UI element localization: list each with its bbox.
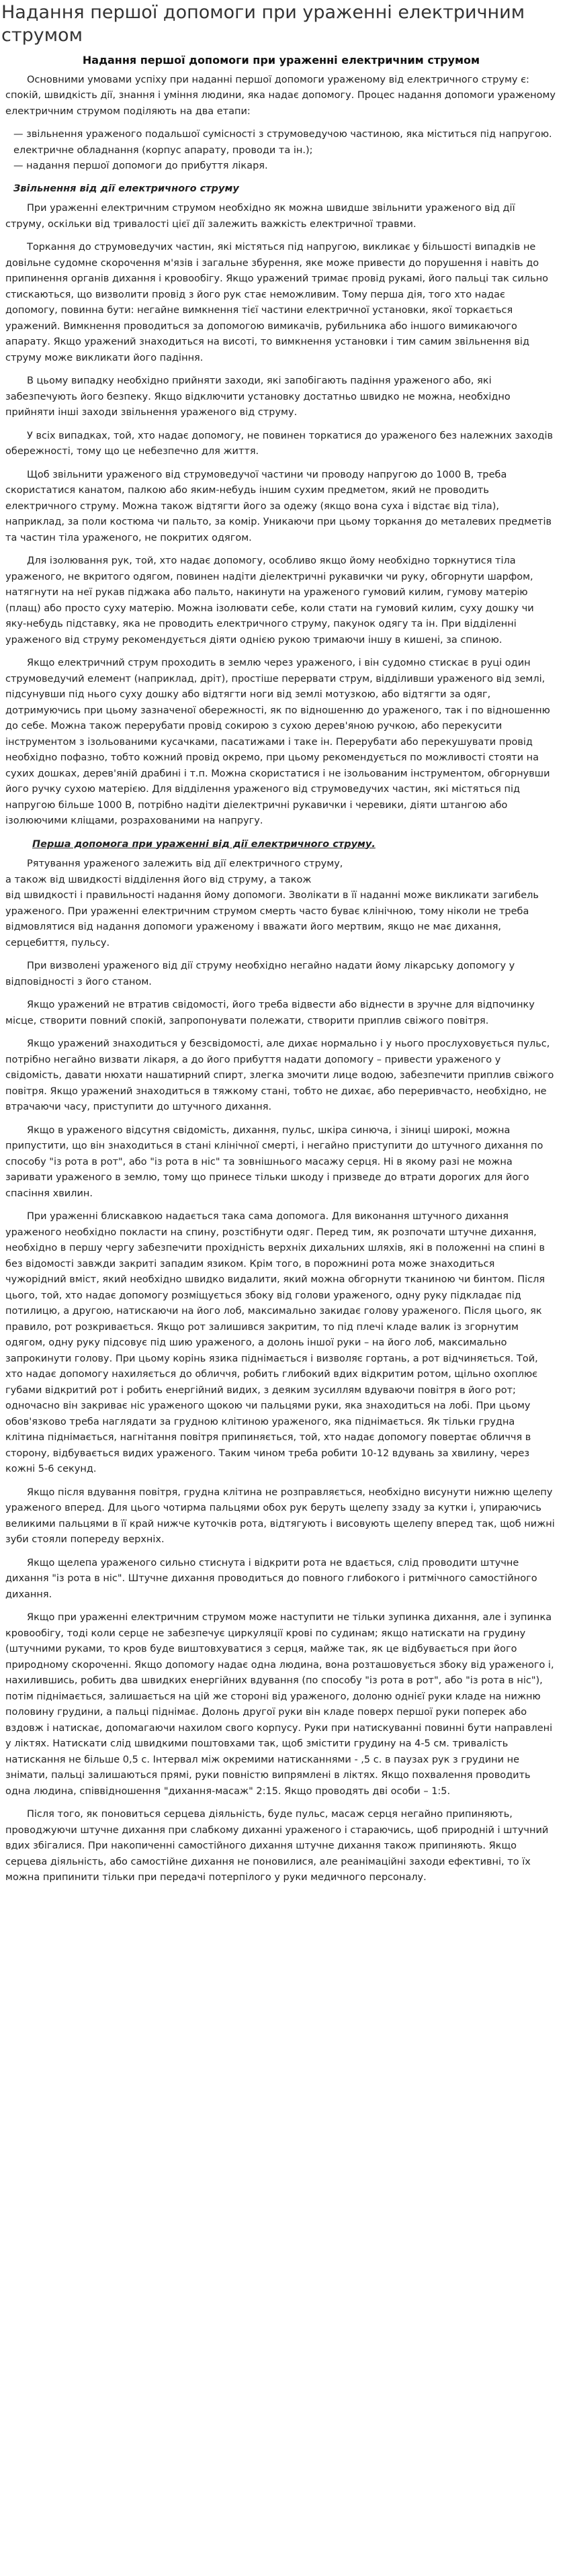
stage-item: — надання першої допомоги до прибуття лікаря.: [13, 161, 268, 171]
paragraph: Якщо після вдування повітря, грудна клітина не розправляється, необхідно висунути нижню щелепу ураженого вперед. Для цього чотирма пальцями обох рук беруть щелепу ззаду за кутки і, упираючись великими пальцями в її край нижче куточків рота, відтягують і висовують щелепу вперед так, щоб нижні зуби стояли попереду верхніх.: [5, 1486, 555, 1545]
article-body: [0, 52, 569, 1886]
paragraph: Щоб звільнити ураженого від струмоведучої частини чи проводу напругою до 1000 В, треба скористатися канатом, палкою або яким-небудь іншим сухим предметом, який не проводить електричного струму. Можна також відтягти його за одежу (якщо вона суха і відстає від тіла), наприклад, за поли костюма чи пальто, за комір. Уникаючи при цьому торкання до металевих предметів та частин тіла ураженого, не покритих одягом.: [5, 469, 552, 543]
paragraph: Якщо щелепа ураженого сильно стиснута і відкрити рота не вдається, слід проводити штучне дихання "із рота в ніс". Штучне дихання проводиться до повного глибокого і ритмічного самостійного дихання.: [5, 1557, 537, 1600]
section-heading-release: Звільнення від дії електричного струму: [13, 183, 239, 194]
intro-paragraph: Основними умовами успіху при наданні першої допомоги ураженому від електричного струму є: спокій, швидкість дії, знання і уміння людини, яка надає допомогу. Процес надання допомоги ураженому електричним струмом поділяють на два етапи:: [5, 74, 556, 117]
paragraph-line: від швидкості і правильності надання йому допомоги. Зволікати в її наданні може викликати загибель ураженого. При ураженні електричним струмом смерть часто буває клінічною, тому ніколи не треба відмовлятися від надання допомоги ураженому і вважати його мертвим, якщо не має дихання, серцебиття, пульсу.: [5, 890, 539, 948]
stage-item: — звільнення ураженого подальшої сумісності з струмоведучою частиною, яка міститься під напругою. електричне обладнання (корпус апарату, проводи та ін.);: [13, 129, 552, 156]
paragraph: При ураженні блискавкою надається така сама допомога. Для виконання штучного дихання ураженого необхідно покласти на спину, розстібнути одяг. Перед тим, як розпочати штучне дихання, необхідно в першу чергу забезпечити прохідність верхніх дихальних шляхів, які в положенні на спині в без відомості завжди закриті западим язиком. Крім того, в порожнині рота може знаходиться чужорідний вміст, який необхідно швидко видалити, який можна обгорнути тканиною чи бинтом. Після цього, той, хто надає допомогу розміщується збоку від голови ураженого, одну руку підкладає під потилицю, а другою, натискаючи на його лоб, максимально закидає голову ураженого. Після цього, як правило, рот розкривається. Якщо рот залишився закритим, то під плечі кладе валик із згорнутим одягом, одну руку підсовує під шию ураженого, а долонь іншої руки – на його лоб, максимально запрокинути голову. При цьому корінь язика піднімається і визволяє гортань, а рот відчиняється. Той, хто надає допомогу нахиляється до обличчя, робить глибокий вдих відкритим ротом, щільно охоплює губами відкритий рот і робить енергійний видих, з деяким зусиллям вдуваючи повітря в його рот; одночасно він закриває ніс ураженого щокою чи пальцями руки, яка знаходиться на лобі. При цьому обов'язково треба наглядати за грудною клітиною ураженого, яка піднімається. Як тільки грудна клітина піднімається, нагнітання повітря припиняється, той, хто надає допомогу повертає обличчя в сторону, відбувається видих ураженого. Таким чином треба робити 10-12 вдувань за хвилину, через кожні 5-6 секунд.: [5, 1211, 545, 1474]
paragraph: Якщо уражений знаходиться у безсвідомості, але дихає нормально і у нього прослуховується пульс, потрібно негайно визвати лікаря, а до його прибуття надати допомогу – привести ураженого у свідомість, давати нюхати нашатирний спирт, злегка змочити лице водою, забезпечити приплив свіжого повітря. Якщо уражений знаходиться в тяжкому стані, тобто не дихає, або переривчасто, необхідно, не втрачаючи часу, приступити до штучного дихання.: [5, 1038, 554, 1112]
paragraph: Якщо електричний струм проходить в землю через ураженого, і він судомно стискає в руці один струмоведучий елемент (наприклад, дріт), простіше перервати струм, відділивши ураженого від землі, підсунувши під нього суху дошку або відтягти ноги від землі мотузкою, або відтягти за одяг, дотримуючись при цьому зазначеної обережності, як по відношенню до ураженого, так і по відношенню до себе. Можна також перерубати провід сокирою з сухою дерев'яною ручкою, або перекусити інструментом з ізольованими кусачками, пасатижами і таке ін. Перерубати або перекушувати провід необхідно пофазно, тобто кожний провід окремо, при цьому рекомендується по можливості стояти на сухих дошках, дерев'яній драбині і т.п. Можна скористатися і не ізольованим інструментом, обгорнувши його ручку сухою матерією. Для відділення ураженого від струмоведучих частин, які містяться під напругою більше 1000 В, потрібно надіти діелектричні рукавички і черевики, діяти штангою або ізолюючими кліщами, розрахованими на напругу.: [5, 658, 550, 826]
section-heading-first-aid: Перша допомога при ураженні від дії електричного струму.: [32, 838, 376, 850]
paragraph: В цьому випадку необхідно прийняти заходи, які запобігають падіння ураженого або, які забезпечують його безпеку. Якщо відключити установку достатньо швидко не можна, необхідно прийняти інші заходи звільнення ураженого від струму.: [5, 375, 511, 418]
document-heading: Надання першої допомоги при ураженні електричним струмом: [82, 54, 480, 66]
stages-list: [5, 127, 557, 175]
paragraph: Якщо уражений не втратив свідомості, його треба відвести або віднести в зручне для відпочинку місце, створити повний спокій, запропонувати полежати, створити приплив свіжого повітря.: [5, 1000, 535, 1026]
page-title: Надання першої допомоги при ураженні електричним струмом: [1, 2, 525, 46]
paragraph: Якщо в ураженого відсутня свідомість, дихання, пульс, шкіра синюча, і зіниці широкі, можна припустити, що він знаходиться в стані клінічної смерті, і негайно приступити до штучного дихання по способу "із рота в рот", або "із рота в ніс" та зовнішнього масажу серця. Ні в якому разі не можна заривати ураженого в землю, тому що принесе тільки шкоду і призведе до втрати дорогих для його спасіння хвилин.: [5, 1124, 543, 1199]
paragraph: Торкання до струмоведучих частин, які містяться під напругою, викликає у більшості випадків не довільне судомне скорочення м'язів і загальне збурення, яке може привести до порушення і навіть до припинення органів дихання і кровообігу. Якщо уражений тримає провід рукамі, його пальці так сильно стискаються, що визволити провід з його рук стає неможливим. Тому перша дія, того хто надає допомогу, повинна бути: негайне вимкнення тієї частини електричної установки, якої торкається уражений. Вимкнення проводиться за допомогою вимикачів, рубильника або іншого вимикаючого апарату. Якщо уражений знаходиться на висоті, то вимкнення установки і тим самим звільнення від струму може викликати його падіння.: [5, 242, 549, 363]
paragraph: Після того, як поновиться серцева діяльність, буде пульс, масаж серця негайно припиняють, проводжуючи штучне дихання при слабкому диханні ураженого і стараючись, щоб природній і штучний вдих збігалися. При накопиченні самостійного дихання штучне дихання також припиняють. Якщо серцева діяльність, або самостійне дихання не поновилися, але реанімаційні заходи ефективні, то їх можна припинити тільки при передачі потерпілого у руки медичного персоналу.: [5, 1809, 549, 1883]
paragraph-line: а також від швидкості відділення його від струму, а також: [5, 874, 312, 885]
paragraph: Якщо при ураженні електричним струмом може наступити не тільки зупинка дихання, але і зупинка кровообігу, тоді коли серце не забезпечує циркуляції крові по судинам; якщо натискати на грудину (штучними руками, то кров буде виштовхуватися з серця, майже так, як це відбувається при його природному скороченні. Якщо допомогу надає одна людина, вона розташовується збоку від ураженого і, нахилившись, робить два швидких енергійних вдування (по способу "із рота в рот", або "із рота в ніс"), потім піднімається, залишається на цій же стороні від ураженого, долоню однієї руки кладе на нижню половину грудини, а пальці піднімає. Долонь другої руки він кладе поверх першої руки поперек або вздовж і натискає, допомагаючи нахилом свого корпусу. Руки при натискуванні повинні бути направлені у ліктях. Натискати слід швидкими поштовхами так, щоб змістити грудину на 4-5 см. тривалість натискання не більше 0,5 с. Інтервал між окремими натисканнями - ,5 с. в паузах рук з грудини не знімати, пальці залишаються прямі, руки повністю випрямлені в ліктях. Якщо похвалення проводить одна людина, співвідношення "дихання-масаж" 2:15. Якщо проводять дві особи – 1:5.: [5, 1612, 554, 1797]
paragraph: Для ізолювання рук, той, хто надає допомогу, особливо якщо йому необхідно торкнутися тіла ураженого, не вкритого одягом, повинен надіти діелектричні рукавички чи руку, обгорнути шарфом, натягнути на неї рукав піджака або пальто, накинути на ураженого гумовий килим, гумову матерію (плащ) або просто суху матерію. Можна ізолювати себе, коли стати на гумовий килим, суху дошку чи яку-небудь підставку, яка не проводить електричного струму, пакунок одягу та ін. При відділенні ураженого від струму рекомендується діяти однією рукою тримаючи іншу в кишені, за спиною.: [5, 556, 534, 646]
paragraph: При ураженні електричним струмом необхідно як можна швидше звільнити ураженого від дії струму, оскільки від тривалості цієї дії залежить важкість електричної травми.: [5, 203, 515, 230]
paragraph: Рятування ураженого залежить від дії електричного струму,: [27, 858, 343, 869]
paragraph: При визволені ураженого від дії струму необхідно негайно надати йому лікарську допомогу у відповідності з його станом.: [5, 961, 515, 987]
paragraph: У всіх випадках, той, хто надає допомогу, не повинен торкатися до ураженого без належних заходів обережності, тому що це небезпечно для життя.: [5, 430, 554, 457]
